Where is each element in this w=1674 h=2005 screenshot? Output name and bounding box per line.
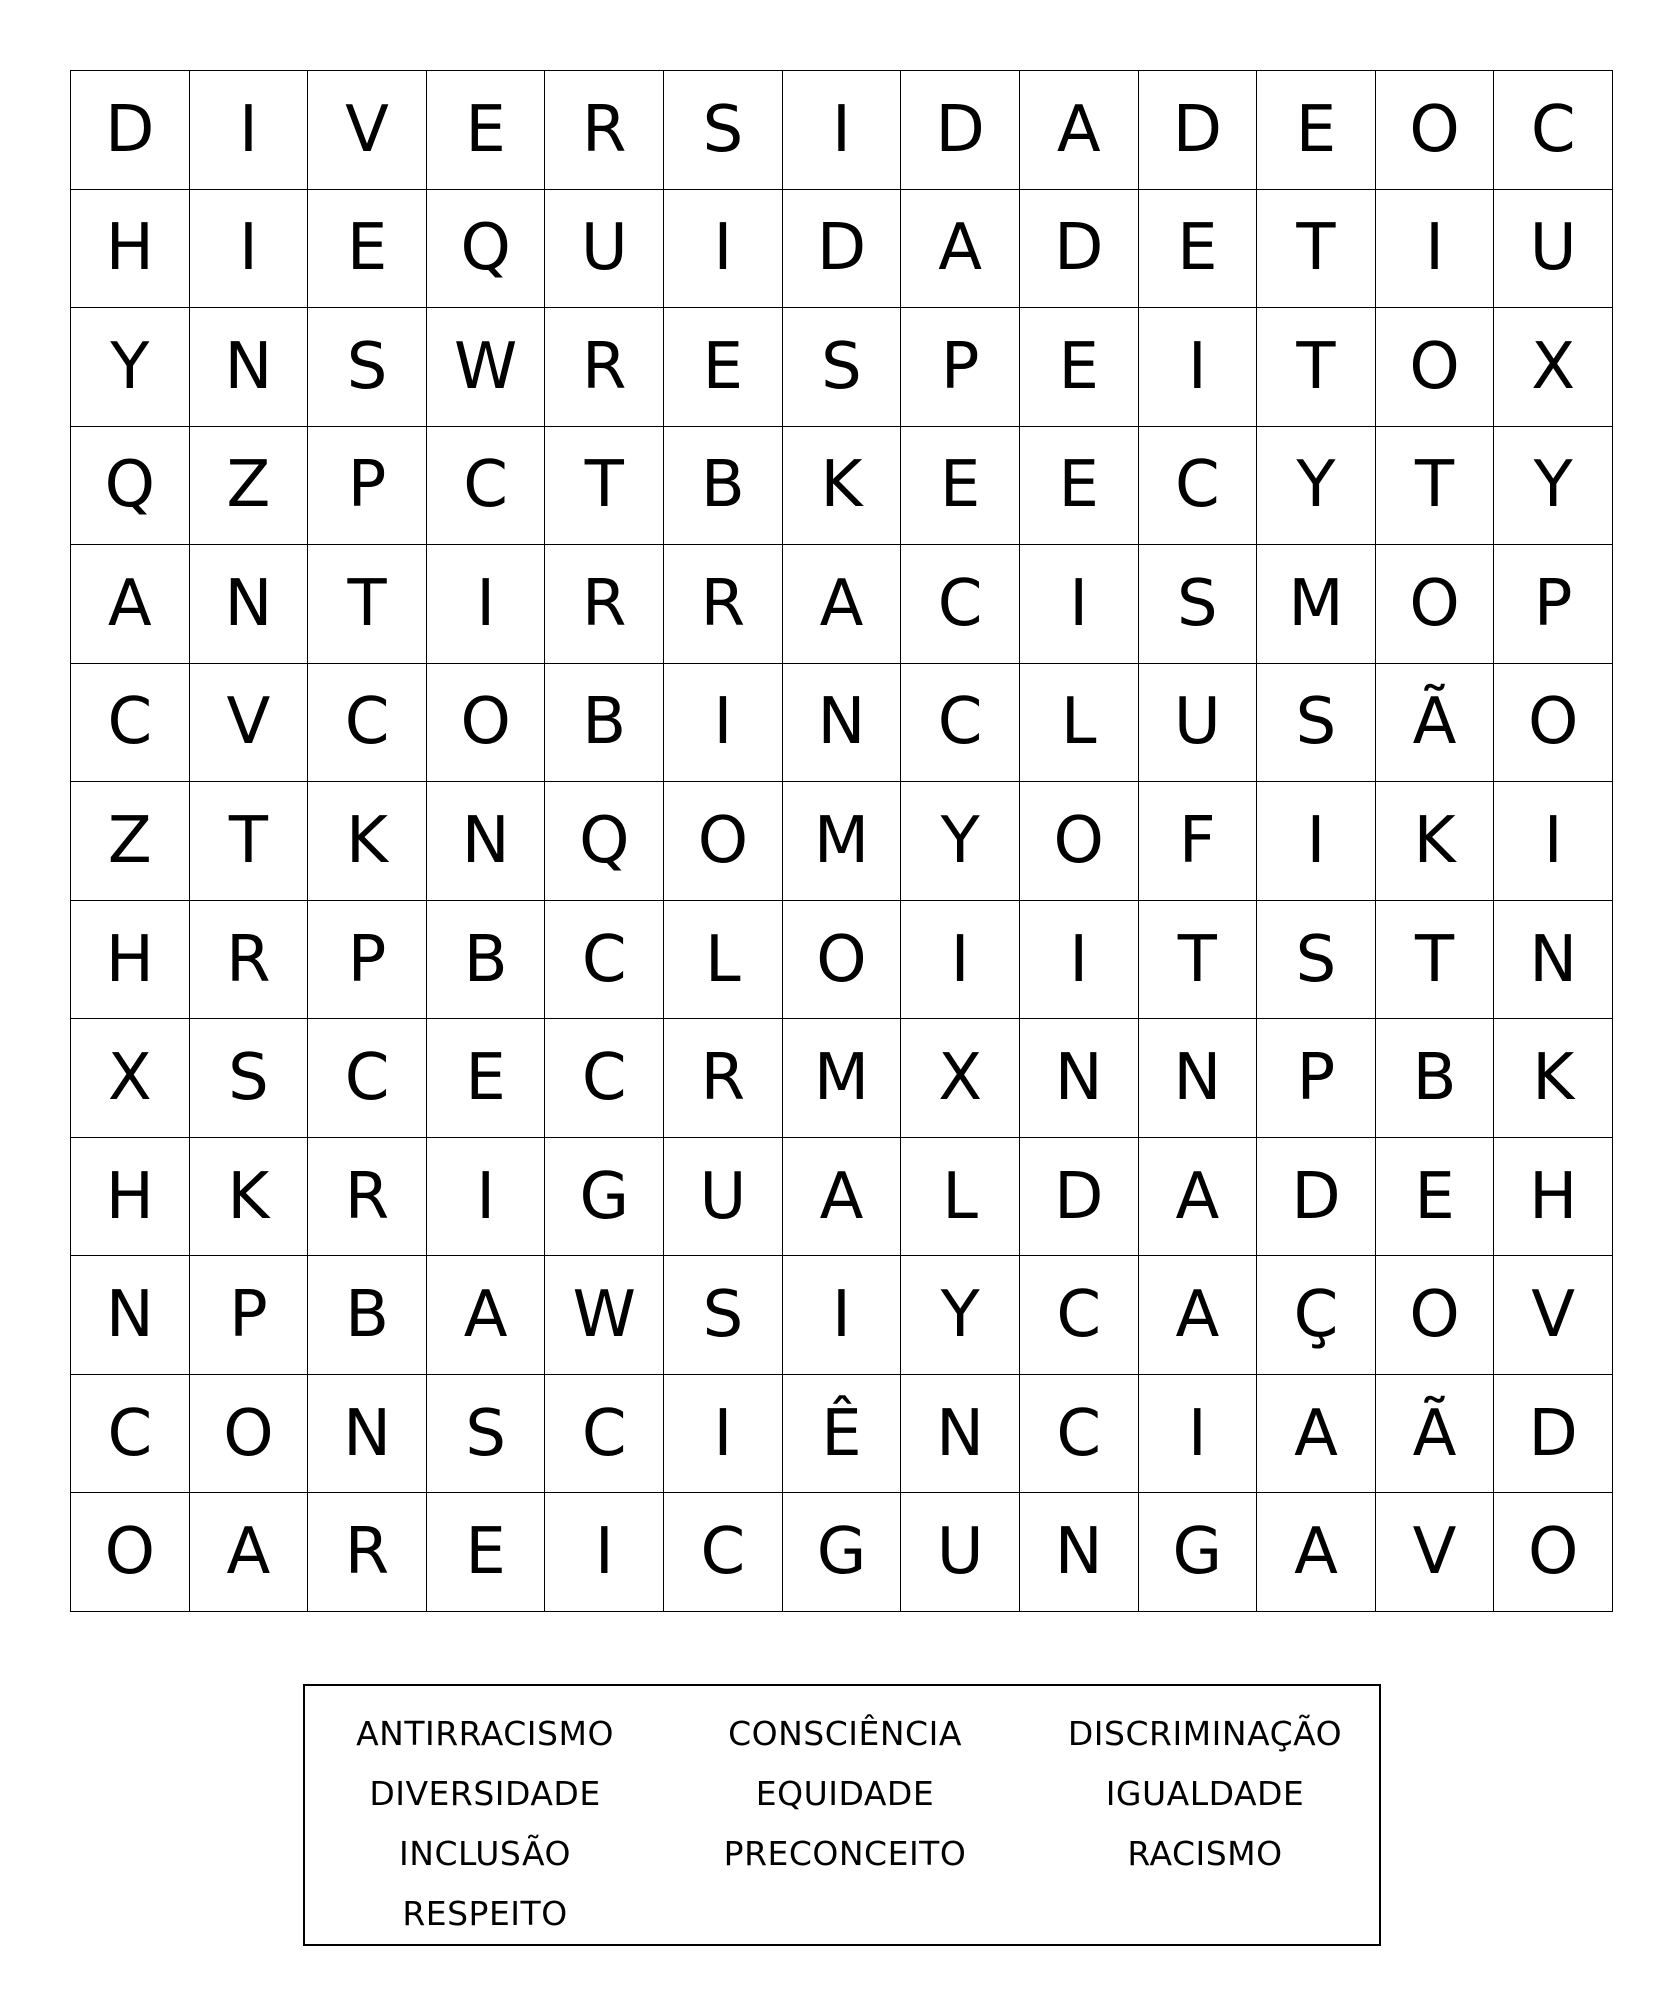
grid-cell[interactable]: O	[427, 664, 546, 783]
grid-cell[interactable]: I	[427, 545, 546, 664]
grid-cell[interactable]: S	[664, 1256, 783, 1375]
grid-cell[interactable]: I	[1139, 1375, 1258, 1494]
grid-cell[interactable]: W	[427, 308, 546, 427]
grid-cell[interactable]: I	[664, 1375, 783, 1494]
grid-cell[interactable]: S	[1139, 545, 1258, 664]
grid-cell[interactable]: Ê	[783, 1375, 902, 1494]
grid-cell[interactable]: A	[1139, 1256, 1258, 1375]
grid-cell[interactable]: R	[664, 1019, 783, 1138]
grid-cell[interactable]: I	[190, 190, 309, 309]
grid-cell[interactable]: R	[545, 545, 664, 664]
grid-cell[interactable]: P	[1257, 1019, 1376, 1138]
grid-cell[interactable]: W	[545, 1256, 664, 1375]
grid-cell[interactable]: B	[308, 1256, 427, 1375]
grid-cell[interactable]: X	[901, 1019, 1020, 1138]
grid-cell[interactable]: D	[901, 71, 1020, 190]
grid-cell[interactable]: P	[1494, 545, 1613, 664]
word-item: DIVERSIDADE	[369, 1774, 601, 1813]
grid-cell[interactable]: A	[71, 545, 190, 664]
grid-cell[interactable]: R	[664, 545, 783, 664]
grid-cell[interactable]: N	[1139, 1019, 1258, 1138]
word-list	[303, 1684, 1381, 1946]
grid-cell[interactable]: Y	[1494, 427, 1613, 546]
grid-cell[interactable]: U	[1494, 190, 1613, 309]
grid-cell[interactable]: I	[1139, 308, 1258, 427]
grid-cell[interactable]: E	[1257, 71, 1376, 190]
grid-cell[interactable]: S	[427, 1375, 546, 1494]
grid-cell[interactable]: E	[1020, 427, 1139, 546]
grid-cell[interactable]: T	[545, 427, 664, 546]
grid-cell[interactable]: E	[427, 1493, 546, 1612]
grid-cell[interactable]: I	[664, 190, 783, 309]
grid-cell[interactable]: V	[1376, 1493, 1495, 1612]
grid-cell[interactable]: Q	[545, 782, 664, 901]
grid-cell[interactable]: L	[664, 901, 783, 1020]
grid-cell[interactable]: I	[1494, 782, 1613, 901]
grid-cell[interactable]: K	[1494, 1019, 1613, 1138]
grid-cell[interactable]: E	[1020, 308, 1139, 427]
grid-cell[interactable]: C	[1139, 427, 1258, 546]
grid-cell[interactable]: N	[1020, 1493, 1139, 1612]
grid-cell[interactable]: A	[1139, 1138, 1258, 1257]
grid-cell[interactable]: C	[1494, 71, 1613, 190]
grid-cell[interactable]: Ã	[1376, 664, 1495, 783]
grid-cell[interactable]: A	[783, 1138, 902, 1257]
grid-cell[interactable]: D	[783, 190, 902, 309]
grid-cell[interactable]: O	[664, 782, 783, 901]
grid-cell[interactable]: V	[190, 664, 309, 783]
grid-cell[interactable]: T	[1257, 190, 1376, 309]
grid-cell[interactable]: I	[783, 1256, 902, 1375]
word-list-column	[1035, 1704, 1375, 1884]
word-item: CONSCIÊNCIA	[728, 1714, 962, 1753]
grid-cell[interactable]: D	[1020, 190, 1139, 309]
grid-cell[interactable]: E	[308, 190, 427, 309]
grid-cell[interactable]: Z	[71, 782, 190, 901]
grid-cell[interactable]: R	[308, 1138, 427, 1257]
grid-cell[interactable]: I	[427, 1138, 546, 1257]
grid-cell[interactable]: C	[71, 664, 190, 783]
grid-cell[interactable]: C	[545, 901, 664, 1020]
word-search-grid	[70, 70, 1613, 1612]
grid-cell[interactable]: Y	[901, 782, 1020, 901]
grid-cell[interactable]: R	[545, 308, 664, 427]
grid-cell[interactable]: H	[71, 190, 190, 309]
grid-cell[interactable]: O	[1494, 1493, 1613, 1612]
grid-cell[interactable]: O	[1376, 71, 1495, 190]
grid-cell[interactable]: C	[901, 664, 1020, 783]
grid-cell[interactable]: Y	[71, 308, 190, 427]
grid-cell[interactable]: I	[783, 71, 902, 190]
grid-cell[interactable]: H	[71, 901, 190, 1020]
grid-cell[interactable]: T	[1257, 308, 1376, 427]
grid-cell[interactable]: S	[783, 308, 902, 427]
grid-cell[interactable]: N	[1020, 1019, 1139, 1138]
word-item: INCLUSÃO	[399, 1834, 571, 1873]
grid-cell[interactable]: T	[1376, 901, 1495, 1020]
grid-cell[interactable]: X	[1494, 308, 1613, 427]
grid-cell[interactable]: S	[1257, 901, 1376, 1020]
grid-cell[interactable]: N	[783, 664, 902, 783]
grid-cell[interactable]: Y	[1257, 427, 1376, 546]
grid-cell[interactable]: E	[1376, 1138, 1495, 1257]
grid-cell[interactable]: I	[1257, 782, 1376, 901]
grid-cell[interactable]: Z	[190, 427, 309, 546]
grid-cell[interactable]: D	[1020, 1138, 1139, 1257]
grid-cell[interactable]: A	[1257, 1375, 1376, 1494]
grid-cell[interactable]: D	[71, 71, 190, 190]
word-item: PRECONCEITO	[723, 1834, 967, 1873]
grid-cell[interactable]: D	[1494, 1375, 1613, 1494]
grid-cell[interactable]: N	[71, 1256, 190, 1375]
grid-cell[interactable]: R	[545, 71, 664, 190]
grid-cell[interactable]: K	[190, 1138, 309, 1257]
grid-cell[interactable]: G	[783, 1493, 902, 1612]
grid-cell[interactable]: O	[783, 901, 902, 1020]
grid-cell[interactable]: C	[545, 1019, 664, 1138]
grid-cell[interactable]: O	[1020, 782, 1139, 901]
grid-cell[interactable]: X	[71, 1019, 190, 1138]
word-item: ANTIRRACISMO	[356, 1714, 614, 1753]
grid-cell[interactable]: A	[783, 545, 902, 664]
grid-cell[interactable]: C	[308, 664, 427, 783]
grid-cell[interactable]: L	[901, 1138, 1020, 1257]
grid-cell[interactable]: P	[308, 427, 427, 546]
grid-cell[interactable]: E	[901, 427, 1020, 546]
grid-cell[interactable]: D	[1139, 71, 1258, 190]
grid-cell[interactable]: A	[1020, 71, 1139, 190]
grid-cell[interactable]: N	[427, 782, 546, 901]
grid-cell[interactable]: E	[427, 1019, 546, 1138]
grid-cell[interactable]: A	[1257, 1493, 1376, 1612]
grid-cell[interactable]: B	[545, 664, 664, 783]
grid-cell[interactable]: I	[1020, 901, 1139, 1020]
grid-cell[interactable]: U	[901, 1493, 1020, 1612]
grid-cell[interactable]: A	[901, 190, 1020, 309]
grid-cell[interactable]: P	[308, 901, 427, 1020]
word-item: IGUALDADE	[1105, 1774, 1305, 1813]
grid-cell[interactable]: S	[664, 71, 783, 190]
word-item: EQUIDADE	[755, 1774, 935, 1813]
grid-cell[interactable]: T	[1139, 901, 1258, 1020]
grid-cell[interactable]: O	[190, 1375, 309, 1494]
grid-cell[interactable]: C	[1020, 1256, 1139, 1375]
grid-cell[interactable]: B	[1376, 1019, 1495, 1138]
grid-cell[interactable]: I	[190, 71, 309, 190]
grid-cell[interactable]: T	[308, 545, 427, 664]
grid-cell[interactable]: R	[190, 901, 309, 1020]
grid-cell[interactable]: Ã	[1376, 1375, 1495, 1494]
grid-cell[interactable]: U	[1139, 664, 1258, 783]
grid-cell[interactable]: I	[664, 664, 783, 783]
grid-cell[interactable]: I	[1020, 545, 1139, 664]
grid-cell[interactable]: U	[545, 190, 664, 309]
grid-cell[interactable]: G	[1139, 1493, 1258, 1612]
grid-cell[interactable]: Y	[901, 1256, 1020, 1375]
grid-cell[interactable]: C	[901, 545, 1020, 664]
grid-cell[interactable]: R	[308, 1493, 427, 1612]
grid-cell[interactable]: O	[1376, 1256, 1495, 1375]
grid-cell[interactable]: I	[545, 1493, 664, 1612]
grid-cell[interactable]: I	[901, 901, 1020, 1020]
grid-cell[interactable]: C	[1020, 1375, 1139, 1494]
grid-cell[interactable]: S	[308, 308, 427, 427]
grid-cell[interactable]: E	[1139, 190, 1258, 309]
word-item: RACISMO	[1127, 1834, 1283, 1873]
grid-cell[interactable]: L	[1020, 664, 1139, 783]
grid-cell[interactable]: N	[1494, 901, 1613, 1020]
grid-cell[interactable]: M	[783, 1019, 902, 1138]
grid-cell[interactable]: V	[1494, 1256, 1613, 1375]
grid-cell[interactable]: C	[545, 1375, 664, 1494]
grid-cell[interactable]: P	[190, 1256, 309, 1375]
grid-cell[interactable]: V	[308, 71, 427, 190]
grid-cell[interactable]: N	[190, 308, 309, 427]
grid-cell[interactable]: D	[1257, 1138, 1376, 1257]
word-item: DISCRIMINAÇÃO	[1067, 1714, 1343, 1753]
grid-cell[interactable]: Q	[71, 427, 190, 546]
grid-cell[interactable]: O	[1376, 308, 1495, 427]
grid-cell[interactable]: O	[71, 1493, 190, 1612]
grid-cell[interactable]: B	[427, 901, 546, 1020]
grid-cell[interactable]: N	[190, 545, 309, 664]
grid-cell[interactable]: C	[427, 427, 546, 546]
grid-cell[interactable]: C	[71, 1375, 190, 1494]
grid-cell[interactable]: H	[71, 1138, 190, 1257]
grid-cell[interactable]: Ç	[1257, 1256, 1376, 1375]
grid-cell[interactable]: F	[1139, 782, 1258, 901]
grid-cell[interactable]: A	[190, 1493, 309, 1612]
grid-cell[interactable]: O	[1494, 664, 1613, 783]
grid-cell[interactable]: I	[1376, 190, 1495, 309]
grid-cell[interactable]: M	[1257, 545, 1376, 664]
grid-cell[interactable]: M	[783, 782, 902, 901]
grid-cell[interactable]: S	[1257, 664, 1376, 783]
grid-cell[interactable]: U	[664, 1138, 783, 1257]
grid-cell[interactable]: A	[427, 1256, 546, 1375]
word-list-column	[315, 1704, 655, 1944]
grid-cell[interactable]: T	[1376, 427, 1495, 546]
grid-cell[interactable]: G	[545, 1138, 664, 1257]
grid-cell[interactable]: Q	[427, 190, 546, 309]
word-list-column	[675, 1704, 1015, 1884]
grid-cell[interactable]: C	[308, 1019, 427, 1138]
grid-cell[interactable]: O	[1376, 545, 1495, 664]
grid-cell[interactable]: E	[427, 71, 546, 190]
grid-cell[interactable]: T	[190, 782, 309, 901]
grid-cell[interactable]: C	[664, 1493, 783, 1612]
grid-cell[interactable]: H	[1494, 1138, 1613, 1257]
grid-cell[interactable]: S	[190, 1019, 309, 1138]
grid-cell[interactable]: E	[664, 308, 783, 427]
grid-cell[interactable]: B	[664, 427, 783, 546]
grid-cell[interactable]: N	[901, 1375, 1020, 1494]
grid-cell[interactable]: K	[308, 782, 427, 901]
grid-cell[interactable]: K	[783, 427, 902, 546]
word-item: RESPEITO	[402, 1894, 568, 1933]
grid-cell[interactable]: N	[308, 1375, 427, 1494]
grid-cell[interactable]: K	[1376, 782, 1495, 901]
grid-cell[interactable]: P	[901, 308, 1020, 427]
